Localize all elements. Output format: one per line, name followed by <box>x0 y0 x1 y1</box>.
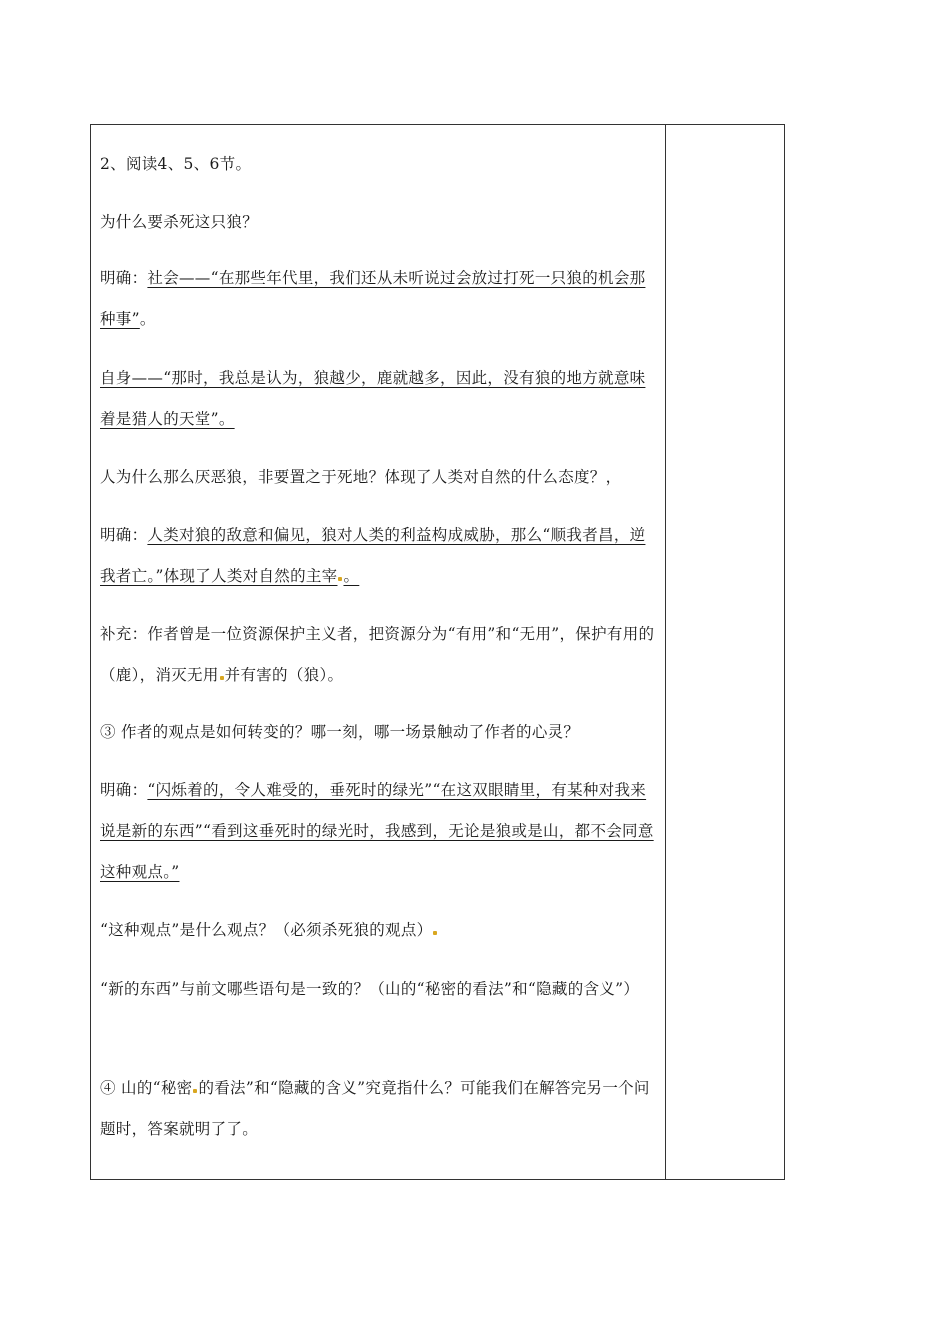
question-which-viewpoint: “这种观点”是什么观点？（必须杀死狼的观点） <box>100 910 656 951</box>
marker-dot <box>193 1089 197 1093</box>
answer-self: 自身——“那时，我总是认为，狼越少，鹿就越多，因此，没有狼的地方就意味着是猎人的天堂”。 <box>100 369 646 428</box>
question-attitude: 人为什么那么厌恶狼，非要置之于死地？体现了人类对自然的什么态度？， <box>100 468 622 486</box>
supplement-note: 补充：作者曾是一位资源保护主义者，把资源分为“有用”和“无用”，保护有用的（鹿），消灭无用 并有害的（狼）。 <box>100 625 655 684</box>
notes-cell <box>666 125 784 1179</box>
question-new-thing: “新的东西”与前文哪些语句是一致的？（山的“秘密的看法”和“隐藏的含义”） <box>100 980 640 998</box>
answer-attitude: 明确：人类对狼的敌意和偏见，狼对人类的利益构成威胁，那么“顺我者昌，逆我者亡。”体现了人类对自然的主宰 。 <box>100 526 646 585</box>
reading-instruction: 2、阅读4、5、6节。 <box>100 155 252 173</box>
lesson-table <box>90 124 785 1180</box>
marker-dot <box>338 577 342 581</box>
answer-society: 明确：社会——“在那些年代里，我们还从未听说过会放过打死一只狼的机会那种事”。 <box>100 269 646 328</box>
question-why-kill: 为什么要杀死这只狼？ <box>100 213 259 231</box>
answer-green-fire: 明确：“闪烁着的，令人难受的，垂死时的绿光”“在这双眼睛里，有某种对我来说是新的东西”“看到这垂死时的绿光时，我感到，无论是狼或是山，都不会同意这种观点。” <box>100 781 654 881</box>
question-viewpoint-change: ③ 作者的观点是如何转变的？哪一刻，哪一场景触动了作者的心灵？ <box>100 723 580 741</box>
marker-dot <box>433 931 437 935</box>
marker-dot <box>220 676 224 680</box>
content-cell <box>91 125 666 1179</box>
question-mountain-meaning: ④ 山的“秘密 的看法”和“隐藏的含义”究竟指什么？可能我们在解答完另一个问题时，答案就明了了。 <box>100 1079 650 1138</box>
